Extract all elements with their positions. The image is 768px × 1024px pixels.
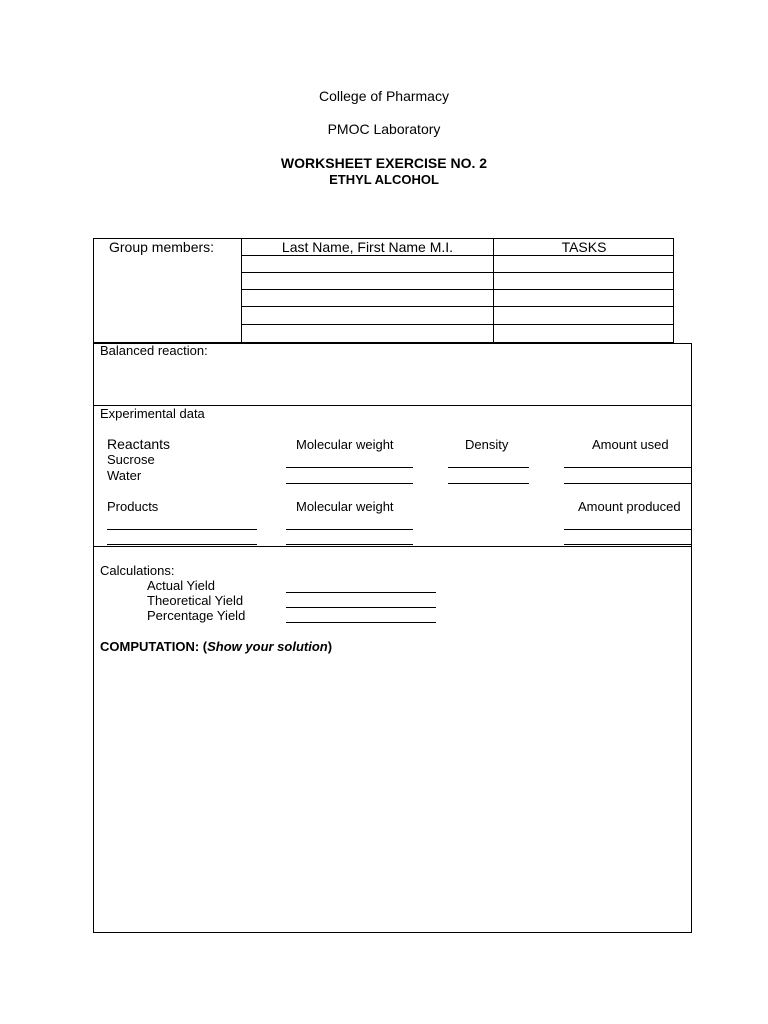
member-name-cell[interactable]: [244, 273, 491, 288]
member-name-cell[interactable]: [244, 256, 491, 271]
balanced-reaction-label: Balanced reaction:: [100, 343, 208, 358]
water-mw-blank[interactable]: [286, 483, 413, 484]
products-mw-header: Molecular weight: [296, 499, 394, 514]
lab-name: PMOC Laboratory: [327, 121, 441, 137]
actual-yield-label: Actual Yield: [147, 578, 215, 593]
calculations-label: Calculations:: [100, 563, 175, 578]
sucrose-amount-blank[interactable]: [564, 467, 691, 468]
computation-label: COMPUTATION: (: [100, 639, 208, 654]
products-label: Products: [107, 499, 159, 514]
member-name-cell[interactable]: [244, 290, 491, 305]
amount-produced-header: Amount produced: [578, 499, 681, 514]
sucrose-mw-blank[interactable]: [286, 467, 413, 468]
water-amount-blank[interactable]: [564, 483, 691, 484]
product-mw-blank[interactable]: [286, 529, 413, 530]
product-amount-blank[interactable]: [564, 529, 691, 530]
worksheet-title: WORKSHEET EXERCISE NO. 2: [280, 155, 488, 171]
computation-heading: [100, 639, 332, 654]
theoretical-yield-blank[interactable]: [286, 607, 436, 608]
amount-used-header: Amount used: [592, 437, 669, 452]
reactants-label: Reactants: [107, 436, 171, 452]
molecular-weight-header: Molecular weight: [296, 437, 394, 452]
member-task-cell[interactable]: [496, 256, 672, 271]
experimental-data-box: [93, 405, 692, 547]
name-column-header: Last Name, First Name M.I.: [281, 239, 454, 255]
tasks-column-header: TASKS: [561, 239, 607, 255]
member-name-cell[interactable]: [244, 307, 491, 323]
member-task-cell[interactable]: [496, 307, 672, 323]
computation-area[interactable]: [96, 660, 689, 930]
experimental-data-label: Experimental data: [100, 406, 205, 421]
member-task-cell[interactable]: [496, 273, 672, 288]
sucrose-density-blank[interactable]: [448, 467, 529, 468]
member-task-cell[interactable]: [496, 325, 672, 342]
water-label: Water: [107, 468, 142, 483]
actual-yield-blank[interactable]: [286, 592, 436, 593]
theoretical-yield-label: Theoretical Yield: [147, 593, 244, 608]
density-header: Density: [465, 437, 509, 452]
product-name-blank[interactable]: [107, 544, 257, 545]
college-name: College of Pharmacy: [319, 88, 449, 104]
group-members-label: Group members:: [109, 239, 215, 255]
product-amount-blank[interactable]: [564, 544, 691, 545]
percentage-yield-label: Percentage Yield: [147, 608, 246, 623]
sucrose-label: Sucrose: [107, 452, 155, 467]
product-mw-blank[interactable]: [286, 544, 413, 545]
member-task-cell[interactable]: [496, 290, 672, 305]
percentage-yield-blank[interactable]: [286, 622, 436, 623]
computation-hint: Show your solution: [207, 639, 328, 654]
member-name-cell[interactable]: [244, 325, 491, 342]
water-density-blank[interactable]: [448, 483, 529, 484]
worksheet-subtitle: ETHYL ALCOHOL: [329, 172, 439, 187]
product-name-blank[interactable]: [107, 529, 257, 530]
computation-close: ): [327, 639, 333, 654]
